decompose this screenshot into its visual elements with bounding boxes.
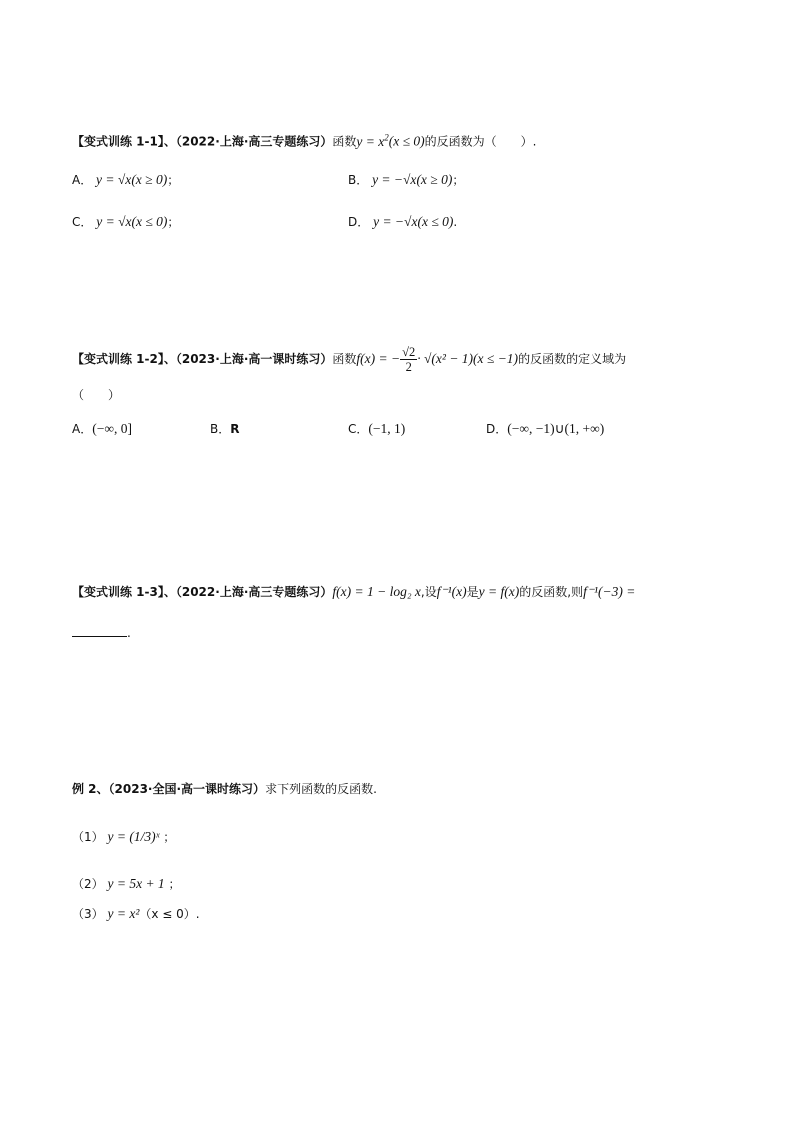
q1-2-fraction: $\frac{√2}{2}$ [402,345,416,374]
ex2-item-2: （2） y = 5x + 1 ； [72,876,181,891]
q1-2-option-b[interactable]: B．R [210,422,240,436]
q1-1-tag: 【变式训练 1-1】 [72,134,164,149]
q1-3-source: 、（2022·上海·高三专题练习） [163,585,333,599]
ex2-source: （2023·全国·高一课时练习） [108,782,266,796]
question-1-3-stem: 【变式训练 1-3】、（2022·上海·高三专题练习）f(x) = 1 − log₂ x,设f⁻¹(x)是y = f(x)的反函数,则f⁻¹(−3) = [72,584,636,599]
question-1-1-stem [72,128,536,151]
q1-2-func-rhs: · √(x² − 1)(x ≤ −1) [417,351,519,366]
q1-3-func: f(x) = 1 − log₂ x [332,584,421,599]
q1-1-option-a[interactable]: A． y = √x(x ≥ 0)； [72,172,180,187]
q1-1-stem-post: 的反函数为（ ）. [424,134,537,149]
q1-2-option-c[interactable]: C．(−1, 1) [348,421,406,436]
q1-2-option-d[interactable]: D．(−∞, −1)∪(1, +∞) [486,421,605,436]
q1-2-tag: 【变式训练 1-2】 [72,352,164,366]
q1-1-domain: (x ≤ 0) [388,133,425,149]
q1-3-tag: 【变式训练 1-3】 [72,585,164,599]
q1-2-answer-paren: （ ） [72,388,121,402]
q1-1-option-d[interactable]: D． y = −√x(x ≤ 0). [348,214,458,229]
q1-2-source: 、（2023·上海·高一课时练习） [163,352,333,366]
ex2-title: 例 2、 [72,782,109,796]
q1-1-option-c[interactable]: C． y = √x(x ≤ 0)； [72,214,180,229]
answer-blank[interactable] [72,622,127,637]
q1-2-option-a[interactable]: A．(−∞, 0] [72,421,132,436]
q1-1-function: $y = x^2$ [356,132,389,149]
q1-2-stem-pre: 函数 [332,352,357,366]
q1-3-original: y = f(x) [478,584,520,599]
q1-1-stem-pre: 函数 [332,134,357,149]
example-2-stem [72,780,377,798]
ex2-stem-text: 求下列函数的反函数. [265,782,377,796]
q1-1-source: 、（2022·上海·高三专题练习） [163,134,333,149]
q1-2-stem-post: 的反函数的定义域为 [518,352,627,366]
q1-3-ask: f⁻¹(−3) = [583,584,636,599]
question-1-2-stem [72,344,626,374]
ex2-item-1: （1） y = (1/3)ˣ ； [72,829,176,844]
q1-2-func-lhs: f(x) = − [356,351,401,366]
ex2-item-3: （3） y = x²（x ≤ 0）. [72,906,200,921]
q1-1-option-b[interactable]: B． y = −√x(x ≥ 0)； [348,172,465,187]
q1-3-inverse: f⁻¹(x) [436,584,467,599]
q1-3-answer-line[interactable]: . [72,622,131,642]
